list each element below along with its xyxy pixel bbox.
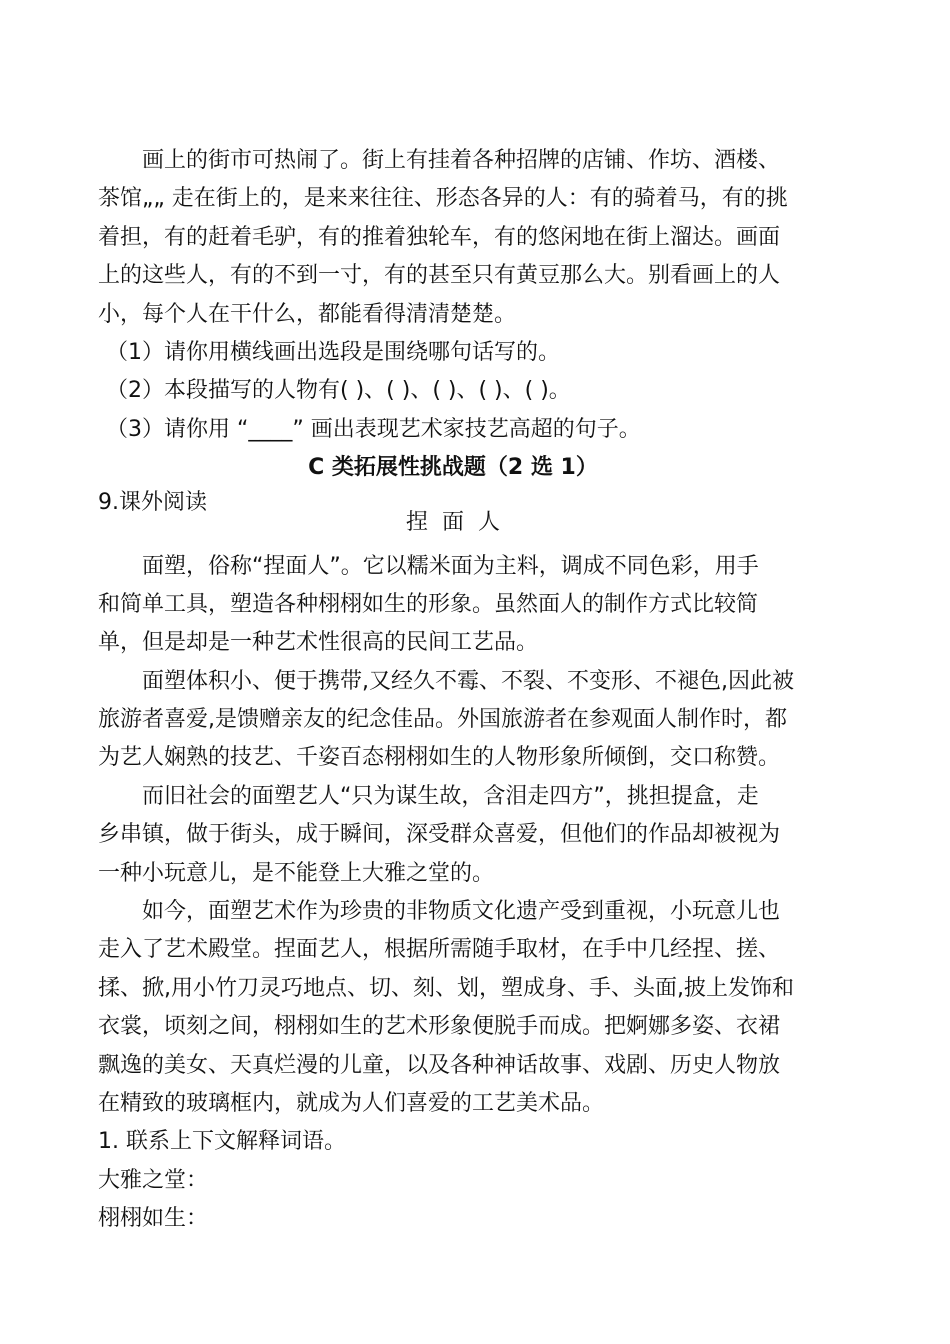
- section-c-heading: C 类拓展性挑战题（2 选 1）: [308, 455, 598, 481]
- paragraph-line: 和简单工具，塑造各种栩栩如生的形象。虽然面人的制作方式比较简: [98, 591, 759, 617]
- passage-a-line: 着担，有的赶着毛驴，有的推着独轮车，有的悠闲地在街上溜达。画面: [98, 224, 781, 250]
- paragraph-2: [98, 663, 808, 778]
- item-9-label: 9.课外阅读: [98, 489, 207, 515]
- passage-a-line: 画上的街市可热闹了。街上有挂着各种招牌的店铺、作坊、酒楼、: [142, 148, 781, 173]
- article-title: 捏面人: [405, 509, 514, 535]
- paragraph-line: 飘逸的美女、天真烂漫的儿童，以及各种神话故事、戏剧、历史人物放: [98, 1052, 781, 1078]
- paragraph-line: 揉、掀,用小竹刀灵巧地点、切、刻、划，塑成身、手、头面,披上发饰和: [98, 975, 794, 1001]
- passage-a-line: 茶馆„„ 走在街上的，是来来往往、形态各异的人：有的骑着马，有的挑: [98, 186, 788, 212]
- paragraph-line: 面塑体积小、便于携带,又经久不霉、不裂、不变形、不褪色,因此被: [142, 668, 794, 694]
- paragraph-line: 单，但是却是一种艺术性很高的民间工艺品。: [98, 630, 539, 656]
- paragraph-1: [98, 548, 808, 663]
- paragraph-line: 面塑，俗称“捏面人”。它以糯米面为主料，调成不同色彩，用手: [142, 553, 759, 579]
- paragraph-line: 旅游者喜爱,是馈赠亲友的纪念佳品。外国旅游者在参观面人制作时，都: [98, 707, 787, 733]
- paragraph-4: [98, 893, 808, 1123]
- paragraph-line: 衣裳，顷刻之间，栩栩如生的艺术形象便脱手而成。把婀娜多姿、衣裙: [98, 1014, 781, 1040]
- paragraph-line: 为艺人娴熟的技艺、千姿百态栩栩如生的人物形象所倾倒，交口称赞。: [98, 745, 781, 771]
- paragraph-line: 在精致的玻璃框内，就成为人们喜爱的工艺美术品。: [98, 1090, 605, 1116]
- paragraph-line: 走入了艺术殿堂。捏面艺人，根据所需随手取材，在手中几经捏、搓、: [98, 937, 781, 963]
- question-1: 1. 联系上下文解释词语。: [98, 1129, 346, 1155]
- reading-header: [98, 488, 808, 548]
- document-page: [98, 142, 808, 1239]
- paragraph-line: 乡串镇，做于街头，成于瞬间，深受群众喜爱，但他们的作品却被视为: [98, 822, 781, 848]
- question-a-1: （1）请你用横线画出选段是围绕哪句话写的。: [106, 339, 560, 365]
- term-2: 栩栩如生：: [98, 1206, 209, 1232]
- passage-a-line: 小，每个人在干什么，都能看得清清楚楚。: [98, 301, 517, 327]
- paragraph-line: 如今，面塑艺术作为珍贵的非物质文化遗产受到重视，小玩意儿也: [142, 899, 781, 925]
- question-a-2: （2）本段描写的人物有( )、( )、( )、( )、( )。: [106, 378, 571, 404]
- paragraph-line: 一种小玩意儿，是不能登上大雅之堂的。: [98, 860, 495, 886]
- paragraph-3: [98, 778, 808, 893]
- passage-a: [98, 142, 808, 334]
- questions-a: [98, 334, 808, 449]
- passage-a-line: 上的这些人，有的不到一寸，有的甚至只有黄豆那么大。别看画上的人: [98, 263, 781, 289]
- paragraph-line: 而旧社会的面塑艺人“只为谋生故，含泪走四方”，挑担提盒，走: [142, 783, 759, 809]
- question-a-3: （3）请你用 “____” 画出表现艺术家技艺高超的句子。: [106, 416, 641, 442]
- article-body: [98, 548, 808, 1124]
- term-1: 大雅之堂：: [98, 1167, 209, 1193]
